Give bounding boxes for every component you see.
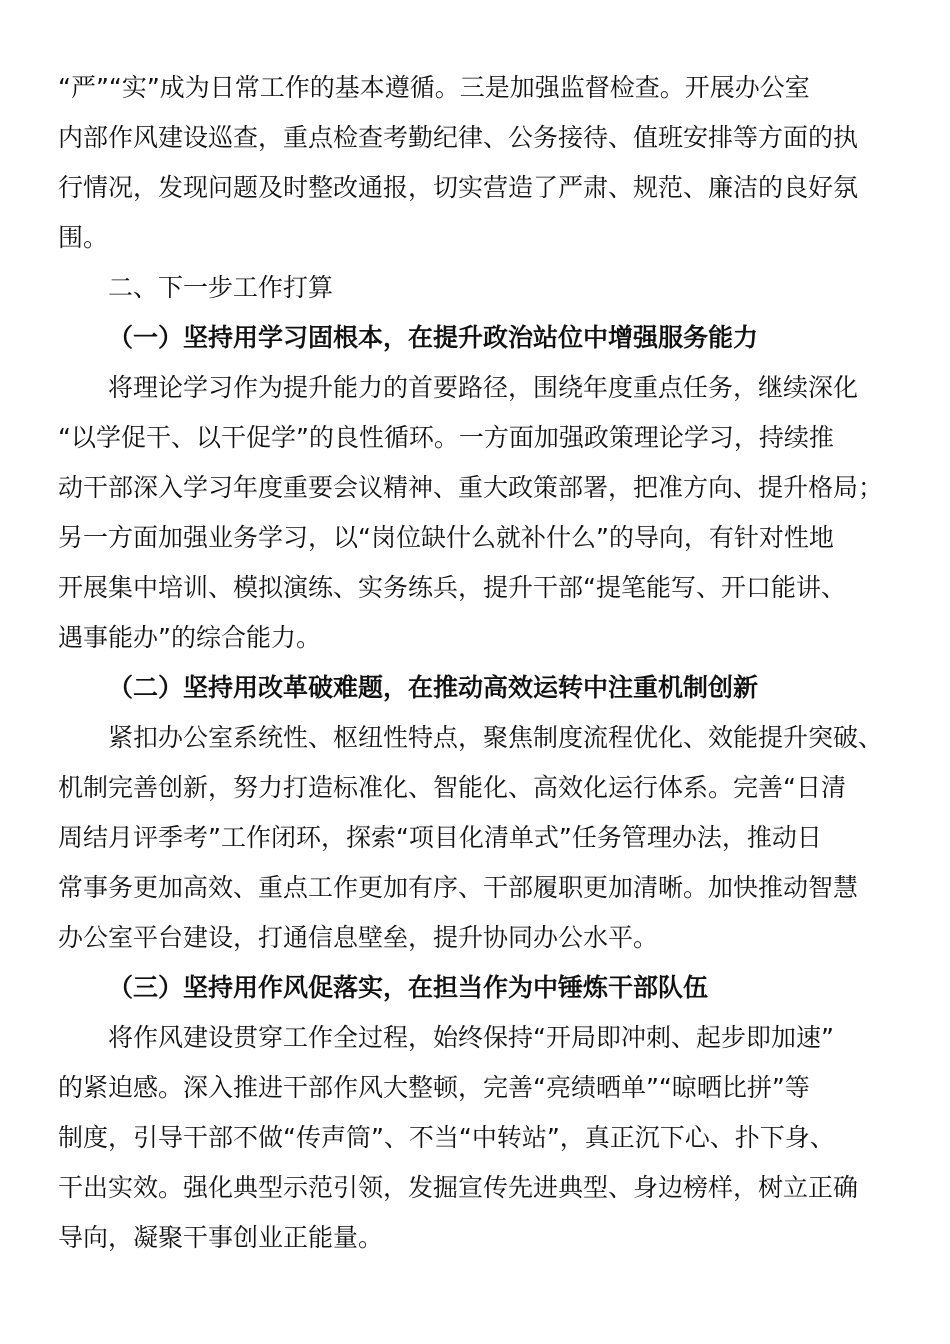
body-text-line: 将作风建设贯穿工作全过程，始终保持“开局即冲刺、起步即加速” [108, 1023, 834, 1052]
subsection-heading-3: （三）坚持用作风促落实，在担当作为中锤炼干部队伍 [108, 973, 709, 1002]
body-text-line: 干出实效。强化典型示范引领，发掘宣传先进典型、身边榜样，树立正确 [58, 1173, 859, 1202]
body-text-line: “严”“实”成为日常工作的基本遵循。三是加强监督检查。开展办公室 [58, 73, 810, 102]
body-text-line: “以学促干、以干促学”的良性循环。一方面加强政策理论学习，持续推 [58, 423, 834, 452]
body-text-line: 机制完善创新，努力打造标准化、智能化、高效化运行体系。完善“日清 [58, 773, 846, 802]
body-text-line: 遇事能办”的综合能力。 [58, 623, 321, 652]
body-text-line: 开展集中培训、模拟演练、实务练兵，提升干部“提笔能写、开口能讲、 [58, 573, 846, 602]
body-text-line: 办公室平台建设，打通信息壁垒，提升协同办公水平。 [58, 923, 659, 952]
body-text-line: 将理论学习作为提升能力的首要路径，围绕年度重点任务，继续深化 [108, 373, 859, 402]
body-text-line: 动干部深入学习年度重要会议精神、重大政策部署，把准方向、提升格局； [58, 473, 884, 502]
body-text-line: 导向，凝聚干事创业正能量。 [58, 1223, 384, 1252]
body-text-line: 的紧迫感。深入推进干部作风大整顿，完善“亮绩晒单”“晾晒比拼”等 [58, 1073, 810, 1102]
section-heading: 二、下一步工作打算 [108, 273, 334, 302]
body-text-line: 周结月评季考”工作闭环，探索“项目化清单式”任务管理办法，推动日 [58, 823, 822, 852]
body-text-line: 内部作风建设巡查，重点检查考勤纪律、公务接待、值班安排等方面的执 [58, 123, 859, 152]
subsection-heading-2: （二）坚持用改革破难题，在推动高效运转中注重机制创新 [108, 673, 759, 702]
body-text-line: 制度，引导干部不做“传声筒”、不当“中转站”，真正沉下心、扑下身、 [58, 1123, 835, 1152]
body-text-line: 围。 [58, 223, 109, 252]
body-text-line: 常事务更加高效、重点工作更加有序、干部履职更加清晰。加快推动智慧 [58, 873, 859, 902]
body-text-line: 紧扣办公室系统性、枢纽性特点，聚焦制度流程优化、效能提升突破、 [108, 723, 884, 752]
body-text-line: 另一方面加强业务学习，以“岗位缺什么就补什么”的导向，有针对性地 [58, 523, 834, 552]
subsection-heading-1: （一）坚持用学习固根本，在提升政治站位中增强服务能力 [108, 323, 759, 352]
body-text-line: 行情况，发现问题及时整改通报，切实营造了严肃、规范、廉洁的良好氛 [58, 173, 859, 202]
